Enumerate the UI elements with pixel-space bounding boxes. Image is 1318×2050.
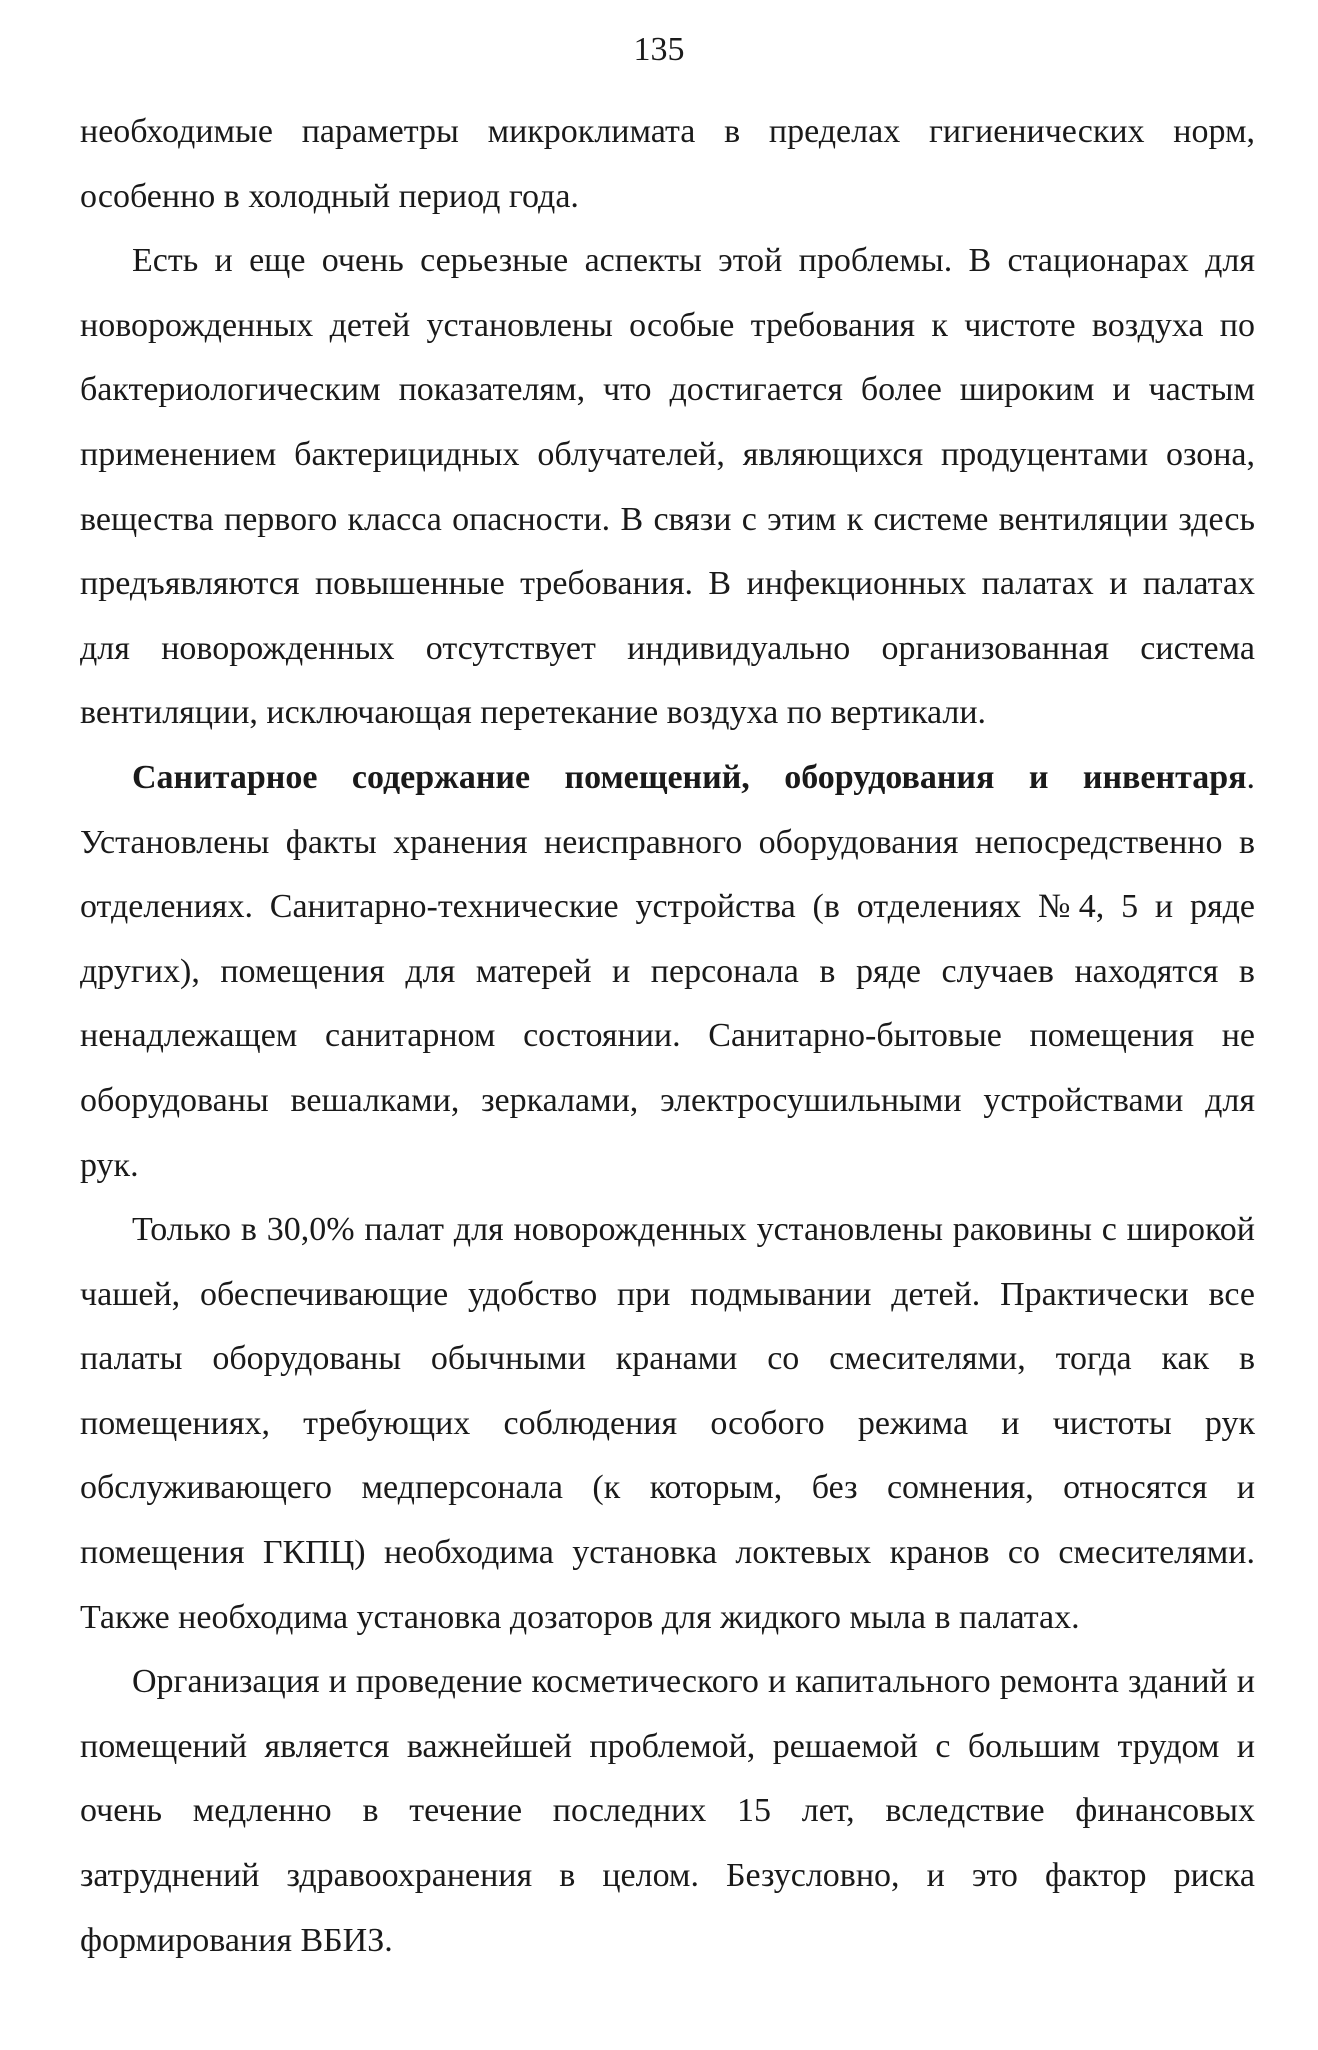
paragraph-repairs: Организация и проведение косметического и капитального ремонта зданий и помещений является важнейшей проблемой, решаемой с большим трудом и очень медленно в течение последних 15 лет, вследствие финансовых затруднений здравоохранения в целом. Безусловно, и это фактор риска формирования ВБИЗ. — [80, 1663, 1255, 1959]
paragraph-sanitary-text: . Установлены факты хранения неисправного оборудования непосредственно в отделениях. Санитарно-технические устройства (в отделениях №4, 5 и ряде других), помещения для матерей и персонала в ряде случаев находятся в ненадлежащем санитарном состоянии. Санитарно-бытовые помещения не оборудованы вешалками, зеркалами, электросушильными устройствами для рук. — [80, 758, 1255, 1184]
paragraph-continuation: необходимые параметры микроклимата в пределах гигиенических норм, особенно в холодный период года. — [80, 113, 1255, 215]
section-heading: Санитарное содержание помещений, оборудования и инвентаря — [132, 758, 1247, 796]
paragraph-sanitary — [80, 746, 1255, 1198]
paragraph-ventilation: Есть и еще очень серьезные аспекты этой проблемы. В стационарах для новорожденных детей установлены особые требования к чистоте воздуха по бактериологическим показателям, что достигается более широким и частым применением бактерицидных облучателей, являющихся продуцентами озона, вещества первого класса опасности. В связи с этим к системе вентиляции здесь предъявляются повышенные требования. В инфекционных палатах и палатах для новорожденных отсутствует индивидуально организованная система вентиляции, исключающая перетекание воздуха по вертикали. — [80, 242, 1255, 732]
page-number: 135 — [633, 31, 685, 68]
body-text — [80, 100, 1255, 1973]
paragraph-sinks: Только в 30,0% палат для новорожденных установлены раковины с широкой чашей, обеспечивающие удобство при подмывании детей. Практически все палаты оборудованы обычными кранами со смесителями, тогда как в помещениях, требующих соблюдения особого режима и чистоты рук обслуживающего медперсонала (к которым, без сомнения, относятся и помещения ГКПЦ) необходима установка локтевых кранов со смесителями. Также необходима установка дозаторов для жидкого мыла в палатах. — [80, 1211, 1255, 1636]
